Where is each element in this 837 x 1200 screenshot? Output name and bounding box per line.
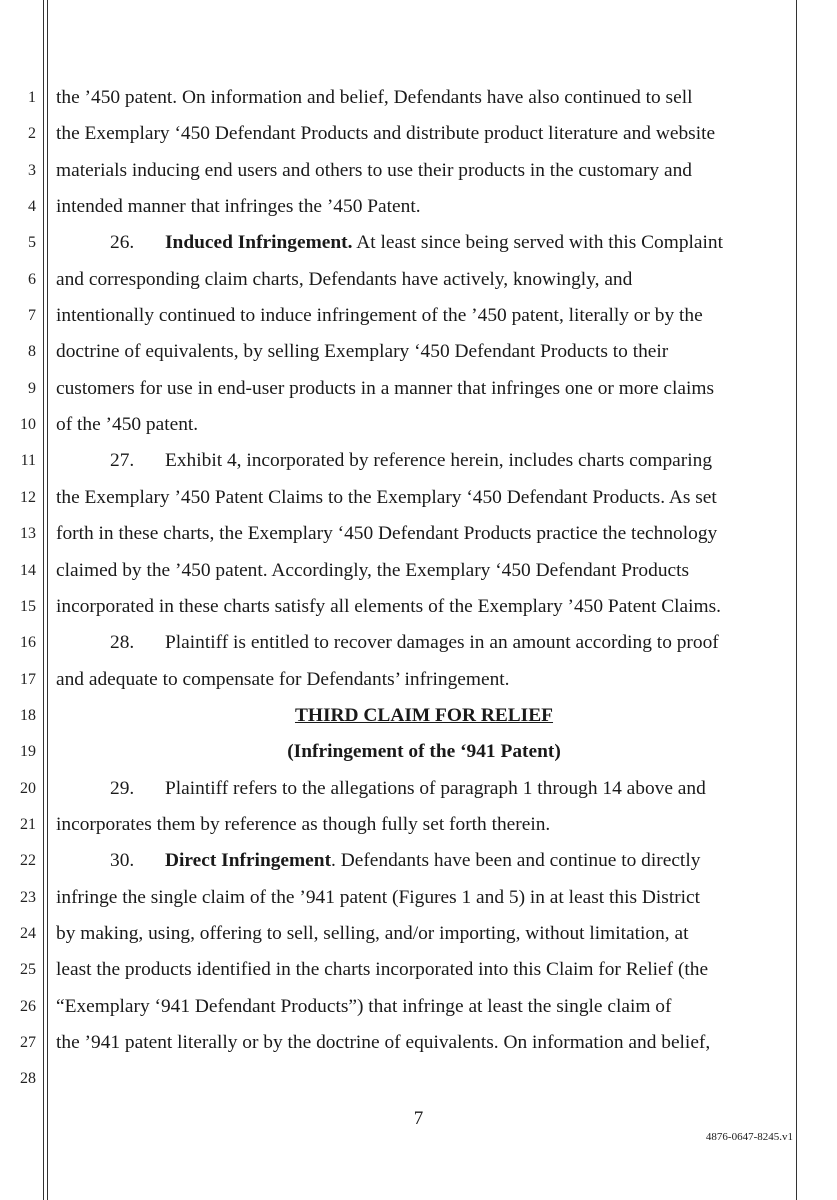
text-line: intended manner that infringes the ’450 Patent. (56, 196, 421, 217)
line-number: 12 (20, 489, 36, 506)
text-run: At least since being served with this Complaint (352, 232, 723, 253)
left-margin-rule-inner (47, 0, 48, 1200)
text-line: of the ’450 patent. (56, 414, 199, 435)
paragraph-heading: Induced Infringement. (165, 232, 353, 253)
paragraph-number: 27. (110, 450, 135, 471)
document-id: 4876-0647-8245.v1 (705, 1131, 793, 1143)
text-line: the ’941 patent literally or by the doctrine of equivalents. On information and belief, (56, 1032, 711, 1053)
text-run: Plaintiff is entitled to recover damages in an amount according to proof (165, 632, 719, 653)
paragraph-number: 29. (110, 778, 135, 799)
line-number: 26 (20, 998, 36, 1015)
claim-subheading: (Infringement of the ‘941 Patent) (287, 741, 561, 762)
line-number: 5 (28, 234, 36, 251)
paragraph-29-first-line (56, 777, 786, 801)
paragraph-26-first-line (56, 231, 786, 255)
paragraph-28-first-line (56, 631, 786, 655)
text-run: Exhibit 4, incorporated by reference herein, includes charts comparing (165, 450, 713, 471)
text-line: the ’450 patent. On information and belief, Defendants have also continued to sell (56, 87, 693, 108)
line-number: 22 (20, 852, 36, 869)
text-line: intentionally continued to induce infringement of the ’450 patent, literally or by the (56, 305, 703, 326)
line-number: 6 (28, 271, 36, 288)
paragraph-27-first-line (56, 449, 786, 473)
line-number: 1 (28, 89, 36, 106)
right-margin-rule (796, 0, 797, 1200)
text-line: claimed by the ’450 patent. Accordingly, the Exemplary ‘450 Defendant Products (56, 560, 690, 581)
text-line: incorporates them by reference as though fully set forth therein. (56, 814, 551, 835)
paragraph-number: 28. (110, 632, 135, 653)
line-number: 24 (20, 925, 36, 942)
text-line: infringe the single claim of the ’941 patent (Figures 1 and 5) in at least this District (56, 887, 701, 908)
line-number: 23 (20, 889, 36, 906)
line-number: 18 (20, 707, 36, 724)
line-number: 16 (20, 634, 36, 651)
text-run: . Defendants have been and continue to directly (331, 850, 701, 871)
paragraph-number: 26. (110, 232, 135, 253)
line-number: 21 (20, 816, 36, 833)
line-number: 20 (20, 780, 36, 797)
text-line: doctrine of equivalents, by selling Exemplary ‘450 Defendant Products to their (56, 341, 669, 362)
left-margin-rule-outer (43, 0, 44, 1200)
line-number: 13 (20, 525, 36, 542)
text-line: and corresponding claim charts, Defendants have actively, knowingly, and (56, 269, 633, 290)
line-number: 2 (28, 125, 36, 142)
paragraph-heading: Direct Infringement (165, 850, 332, 871)
line-number: 27 (20, 1034, 36, 1051)
line-number: 3 (28, 162, 36, 179)
text-line: the Exemplary ’450 Patent Claims to the Exemplary ‘450 Defendant Products. As set (56, 487, 717, 508)
text-line: and adequate to compensate for Defendants’ infringement. (56, 669, 510, 690)
text-line: incorporated in these charts satisfy all elements of the Exemplary ’450 Patent Claims. (56, 596, 722, 617)
claim-heading: THIRD CLAIM FOR RELIEF (294, 705, 554, 726)
text-line: least the products identified in the charts incorporated into this Claim for Relief (the (56, 959, 709, 980)
page-number: 7 (413, 1108, 424, 1129)
text-line: forth in these charts, the Exemplary ‘450 Defendant Products practice the technology (56, 523, 718, 544)
paragraph-number: 30. (110, 850, 135, 871)
line-number: 9 (28, 380, 36, 397)
line-number: 11 (20, 452, 36, 469)
line-number: 28 (20, 1070, 36, 1087)
line-number: 17 (20, 671, 36, 688)
line-number: 4 (28, 198, 36, 215)
line-number: 14 (20, 562, 36, 579)
line-number: 19 (20, 743, 36, 760)
line-number: 15 (20, 598, 36, 615)
text-line: the Exemplary ‘450 Defendant Products and distribute product literature and website (56, 123, 716, 144)
text-line: “Exemplary ‘941 Defendant Products”) that infringe at least the single claim of (56, 996, 672, 1017)
paragraph-30-first-line (56, 849, 786, 873)
text-run: Plaintiff refers to the allegations of paragraph 1 through 14 above and (165, 778, 706, 799)
text-line: customers for use in end-user products in a manner that infringes one or more claims (56, 378, 715, 399)
text-line: materials inducing end users and others to use their products in the customary and (56, 160, 692, 181)
line-number: 25 (20, 961, 36, 978)
line-number: 10 (20, 416, 36, 433)
line-number: 8 (28, 343, 36, 360)
text-line: by making, using, offering to sell, selling, and/or importing, without limitation, at (56, 923, 689, 944)
line-number: 7 (28, 307, 36, 324)
